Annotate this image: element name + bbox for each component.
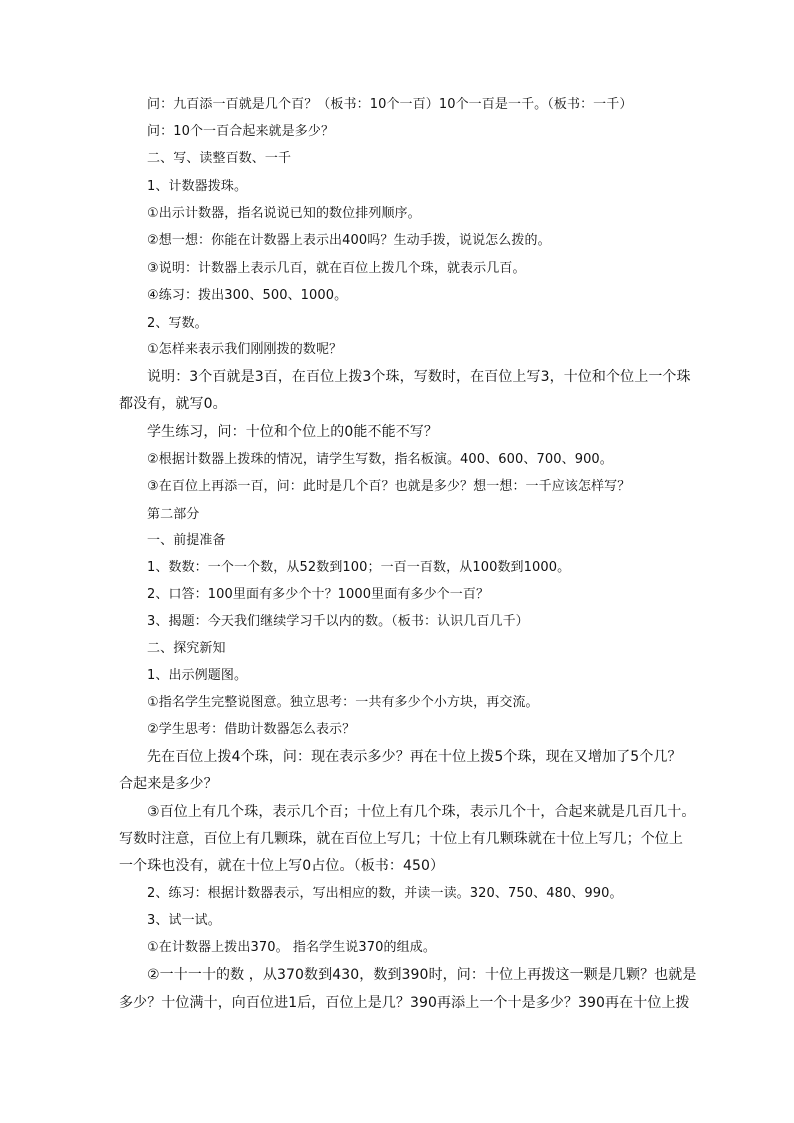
text-line: 合起来是多少？ [119,776,218,792]
text-line: 说明：3个百就是3百，在百位上拨3个珠，写数时，在百位上写3，十位和个位上一个珠 [147,369,691,385]
text-line: 3、揭题：今天我们继续学习千以内的数。（板书：认识几百几千） [147,614,529,629]
text-line: 3、试一试。 [147,913,221,928]
text-line: 先在百位上拨4个珠，问：现在表示多少？再在十位上拨5个珠，现在又增加了5个几？ [147,749,682,765]
text-line: ①在计数器上拨出370。 指名学生说370的组成。 [147,940,436,955]
text-line: 1、出示例题图。 [147,668,248,683]
text-line: ①出示计数器，指名说说已知的数位排列顺序。 [147,206,421,221]
text-line: 问：九百添一百就是几个百？（板书：10个一百）10个一百是一千。（板书：一千） [147,97,633,112]
text-line: ④练习：拨出300、500、1000。 [147,288,348,303]
text-line: 2、写数。 [147,316,208,331]
text-line: ②想一想：你能在计数器上表示出400吗？生动手拨，说说怎么拨的。 [147,233,551,248]
text-line: ②根据计数器上拨珠的情况，请学生写数，指名板演。400、600、700、900。 [147,452,613,467]
text-line: 1、计数器拨珠。 [147,179,248,194]
text-line: 2、口答：100里面有多少个十？1000里面有多少个一百？ [147,587,490,602]
text-line: 一个珠也没有，就在十位上写0占位。（板书：450） [119,858,445,874]
text-line: 多少？十位满十，向百位进1后，百位上是几？390再添上一个十是多少？390再在十位上拨 [119,995,690,1011]
section-heading: 一、前提准备 [147,533,226,548]
text-line: ③在百位上再添一百，问：此时是几个百？也就是多少？想一想：一千应该怎样写？ [147,479,631,494]
text-line: 写数时注意，百位上有几颗珠，就在百位上写几；十位上有几颗珠就在十位上写几；个位上 [119,831,683,847]
text-line: ③说明：计数器上表示几百，就在百位上拨几个珠，就表示几百。 [147,261,526,276]
section-heading: 二、写、读整百数、一千 [147,151,292,166]
text-line: ③百位上有几个珠，表示几个百；十位上有几个珠，表示几个十，合起来就是几百几十。 [147,804,696,820]
text-line: 2、练习：根据计数器表示，写出相应的数，并读一读。320、750、480、990。 [147,886,623,901]
text-line: 都没有，就写0。 [119,396,227,412]
text-line: ①指名学生完整说图意。独立思考：一共有多少个小方块，再交流。 [147,695,539,710]
text-line: ②一十一十的数 ，从370数到430，数到390时，问：十位上再拨这一颗是几颗？也就是 [147,967,697,983]
text-line: 学生练习，问：十位和个位上的0能不能不写？ [147,424,439,440]
text-line: ②学生思考：借助计数器怎么表示？ [147,722,356,737]
section-heading: 第二部分 [147,507,200,522]
text-line: ①怎样来表示我们刚刚拨的数呢？ [147,342,343,357]
section-heading: 二、探究新知 [147,641,226,656]
text-line: 问：10个一百合起来就是多少？ [147,124,335,139]
text-line: 1、数数：一个一个数，从52数到100；一百一百数，从100数到1000。 [147,560,571,575]
